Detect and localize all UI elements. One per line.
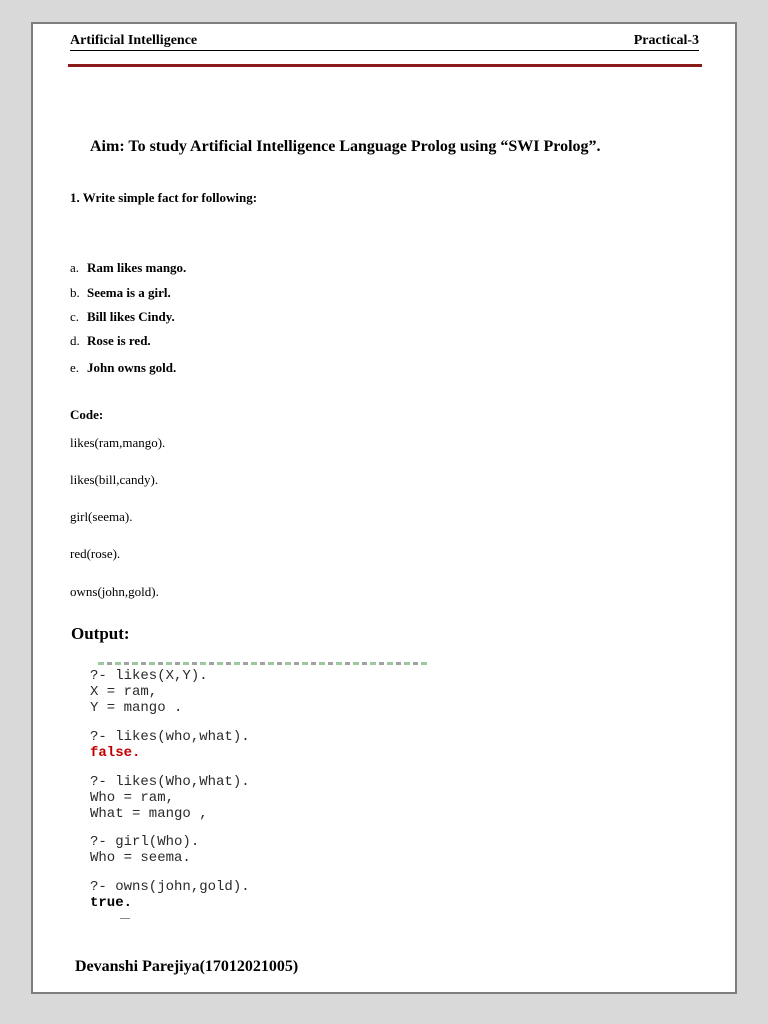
- page-header: [70, 33, 699, 51]
- terminal-line: X = ram,: [90, 684, 158, 700]
- code-line: likes(ram,mango).: [70, 435, 166, 450]
- header-divider: [68, 64, 702, 67]
- code-line: owns(john,gold).: [70, 584, 159, 599]
- list-item: [70, 360, 176, 376]
- list-item-text: Rose is red.: [87, 333, 151, 348]
- list-item-marker: c.: [70, 309, 80, 324]
- code-line: girl(seema).: [70, 509, 133, 524]
- list-item-text: Ram likes mango.: [87, 260, 187, 275]
- list-item-marker: a.: [70, 260, 80, 275]
- terminal-output: [90, 662, 430, 924]
- document-page: [31, 22, 737, 994]
- list-item: [70, 260, 186, 276]
- list-item-text: Bill likes Cindy.: [87, 309, 175, 324]
- terminal-line: ?- owns(john,gold).: [90, 879, 250, 895]
- author-footer: Devanshi Parejiya(17012021005): [75, 958, 299, 975]
- terminal-cursor: [120, 918, 130, 919]
- terminal-line: What = mango ,: [90, 806, 208, 822]
- terminal-line: Who = seema.: [90, 850, 191, 866]
- list-item-text: John owns gold.: [87, 360, 177, 375]
- terminal-line-true: true.: [90, 895, 133, 911]
- code-line: red(rose).: [70, 546, 121, 561]
- aim-heading: Aim: To study Artificial Intelligence Language Prolog using “SWI Prolog”.: [90, 138, 601, 155]
- terminal-line: ?- likes(who,what).: [90, 729, 250, 745]
- question-1: 1. Write simple fact for following:: [70, 190, 258, 205]
- list-item-text: Seema is a girl.: [87, 285, 171, 300]
- terminal-line: ?- likes(X,Y).: [90, 668, 208, 684]
- list-item-marker: d.: [70, 333, 80, 348]
- header-practical-number: Practical-3: [633, 33, 699, 48]
- terminal-line: ?- girl(Who).: [90, 834, 200, 850]
- terminal-line: Who = ram,: [90, 790, 175, 806]
- list-item: [70, 333, 151, 349]
- code-label: Code:: [70, 407, 104, 422]
- terminal-line: ?- likes(Who,What).: [90, 774, 250, 790]
- code-line: likes(bill,candy).: [70, 472, 159, 487]
- terminal-line-false: false.: [90, 745, 141, 761]
- list-item-marker: e.: [70, 360, 80, 375]
- cropped-line-remnant: [98, 662, 428, 665]
- list-item: [70, 309, 175, 325]
- header-subject: Artificial Intelligence: [70, 33, 198, 48]
- output-label: Output:: [71, 624, 130, 643]
- list-item-marker: b.: [70, 285, 80, 300]
- list-item: [70, 285, 171, 301]
- terminal-line: Y = mango .: [90, 700, 183, 716]
